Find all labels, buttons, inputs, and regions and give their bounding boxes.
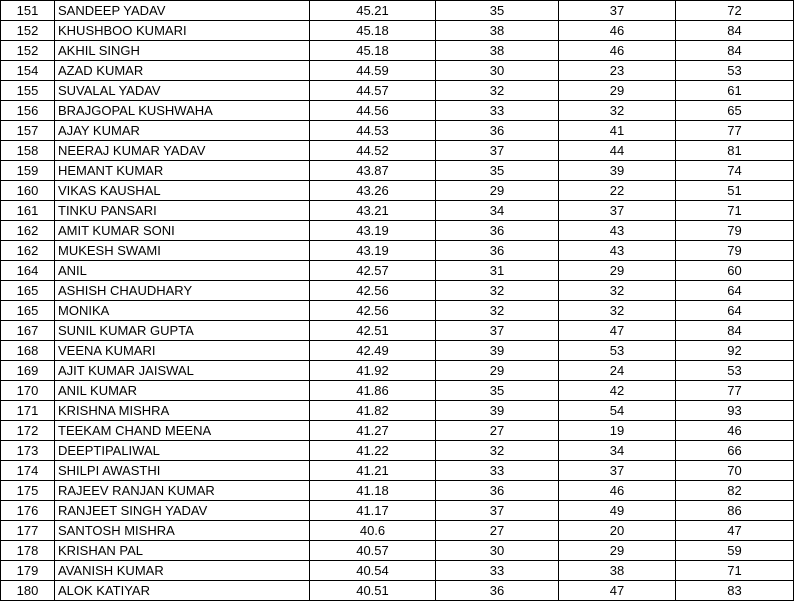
total-cell[interactable]: 86: [676, 501, 794, 521]
name-cell[interactable]: TINKU PANSARI: [55, 201, 310, 221]
total-cell[interactable]: 77: [676, 121, 794, 141]
score-cell[interactable]: 42.56: [310, 281, 436, 301]
marks-b-cell[interactable]: 47: [559, 321, 676, 341]
rank-cell[interactable]: 170: [1, 381, 55, 401]
score-cell[interactable]: 44.56: [310, 101, 436, 121]
table-row: [1, 321, 794, 341]
marks-a-cell[interactable]: 30: [436, 61, 559, 81]
marks-b-cell[interactable]: 32: [559, 301, 676, 321]
marks-b-cell[interactable]: 37: [559, 461, 676, 481]
table-row: [1, 1, 794, 21]
marks-b-cell[interactable]: 42: [559, 381, 676, 401]
table-row: [1, 301, 794, 321]
marks-a-cell[interactable]: 32: [436, 301, 559, 321]
marks-a-cell[interactable]: 36: [436, 581, 559, 601]
total-cell[interactable]: 71: [676, 561, 794, 581]
total-cell[interactable]: 82: [676, 481, 794, 501]
total-cell[interactable]: 84: [676, 21, 794, 41]
marks-b-cell[interactable]: 34: [559, 441, 676, 461]
marks-a-cell[interactable]: 33: [436, 561, 559, 581]
total-cell[interactable]: 66: [676, 441, 794, 461]
score-cell[interactable]: 41.92: [310, 361, 436, 381]
rank-cell[interactable]: 152: [1, 21, 55, 41]
score-cell[interactable]: 40.54: [310, 561, 436, 581]
total-cell[interactable]: 77: [676, 381, 794, 401]
total-cell[interactable]: 65: [676, 101, 794, 121]
name-cell[interactable]: KHUSHBOO KUMARI: [55, 21, 310, 41]
table-row: [1, 161, 794, 181]
name-cell[interactable]: MONIKA: [55, 301, 310, 321]
marks-a-cell[interactable]: 27: [436, 421, 559, 441]
score-cell[interactable]: 42.51: [310, 321, 436, 341]
table-row: [1, 481, 794, 501]
name-cell[interactable]: ALOK KATIYAR: [55, 581, 310, 601]
marks-b-cell[interactable]: 22: [559, 181, 676, 201]
rank-cell[interactable]: 161: [1, 201, 55, 221]
rank-cell[interactable]: 173: [1, 441, 55, 461]
rank-cell[interactable]: 159: [1, 161, 55, 181]
total-cell[interactable]: 84: [676, 321, 794, 341]
rank-cell[interactable]: 154: [1, 61, 55, 81]
table-row: [1, 101, 794, 121]
name-cell[interactable]: AZAD KUMAR: [55, 61, 310, 81]
marks-b-cell[interactable]: 43: [559, 221, 676, 241]
marks-a-cell[interactable]: 31: [436, 261, 559, 281]
rank-cell[interactable]: 156: [1, 101, 55, 121]
marks-a-cell[interactable]: 38: [436, 41, 559, 61]
name-cell[interactable]: BRAJGOPAL KUSHWAHA: [55, 101, 310, 121]
name-cell[interactable]: AMIT KUMAR SONI: [55, 221, 310, 241]
marks-b-cell[interactable]: 43: [559, 241, 676, 261]
rank-cell[interactable]: 157: [1, 121, 55, 141]
rank-cell[interactable]: 177: [1, 521, 55, 541]
marks-a-cell[interactable]: 30: [436, 541, 559, 561]
marks-b-cell[interactable]: 46: [559, 21, 676, 41]
marks-b-cell[interactable]: 32: [559, 281, 676, 301]
score-cell[interactable]: 45.18: [310, 41, 436, 61]
table-row: [1, 241, 794, 261]
table-row: [1, 281, 794, 301]
marks-b-cell[interactable]: 32: [559, 101, 676, 121]
score-cell[interactable]: 41.86: [310, 381, 436, 401]
total-cell[interactable]: 79: [676, 221, 794, 241]
marks-b-cell[interactable]: 39: [559, 161, 676, 181]
marks-b-cell[interactable]: 53: [559, 341, 676, 361]
score-cell[interactable]: 44.52: [310, 141, 436, 161]
marks-a-cell[interactable]: 34: [436, 201, 559, 221]
score-cell[interactable]: 44.59: [310, 61, 436, 81]
total-cell[interactable]: 70: [676, 461, 794, 481]
marks-b-cell[interactable]: 38: [559, 561, 676, 581]
score-cell[interactable]: 40.51: [310, 581, 436, 601]
name-cell[interactable]: VIKAS KAUSHAL: [55, 181, 310, 201]
score-cell[interactable]: 43.21: [310, 201, 436, 221]
marks-b-cell[interactable]: 37: [559, 1, 676, 21]
rank-cell[interactable]: 172: [1, 421, 55, 441]
score-cell[interactable]: 41.18: [310, 481, 436, 501]
marks-a-cell[interactable]: 36: [436, 121, 559, 141]
name-cell[interactable]: TEEKAM CHAND MEENA: [55, 421, 310, 441]
marks-a-cell[interactable]: 37: [436, 501, 559, 521]
score-cell[interactable]: 41.82: [310, 401, 436, 421]
score-cell[interactable]: 42.57: [310, 261, 436, 281]
score-cell[interactable]: 40.57: [310, 541, 436, 561]
score-cell[interactable]: 41.17: [310, 501, 436, 521]
rank-cell[interactable]: 179: [1, 561, 55, 581]
name-cell[interactable]: ASHISH CHAUDHARY: [55, 281, 310, 301]
table-row: [1, 201, 794, 221]
marks-b-cell[interactable]: 44: [559, 141, 676, 161]
name-cell[interactable]: SUNIL KUMAR GUPTA: [55, 321, 310, 341]
table-row: [1, 181, 794, 201]
total-cell[interactable]: 60: [676, 261, 794, 281]
score-cell[interactable]: 41.22: [310, 441, 436, 461]
marks-a-cell[interactable]: 36: [436, 481, 559, 501]
total-cell[interactable]: 93: [676, 401, 794, 421]
marks-a-cell[interactable]: 29: [436, 181, 559, 201]
score-cell[interactable]: 42.56: [310, 301, 436, 321]
score-cell[interactable]: 42.49: [310, 341, 436, 361]
score-cell[interactable]: 44.57: [310, 81, 436, 101]
rank-cell[interactable]: 160: [1, 181, 55, 201]
name-cell[interactable]: SANDEEP YADAV: [55, 1, 310, 21]
name-cell[interactable]: KRISHAN PAL: [55, 541, 310, 561]
total-cell[interactable]: 81: [676, 141, 794, 161]
total-cell[interactable]: 64: [676, 301, 794, 321]
marks-a-cell[interactable]: 33: [436, 101, 559, 121]
table-row: [1, 501, 794, 521]
total-cell[interactable]: 53: [676, 361, 794, 381]
total-cell[interactable]: 59: [676, 541, 794, 561]
rank-cell[interactable]: 158: [1, 141, 55, 161]
rank-cell[interactable]: 168: [1, 341, 55, 361]
marks-b-cell[interactable]: 49: [559, 501, 676, 521]
marks-a-cell[interactable]: 35: [436, 1, 559, 21]
score-cell[interactable]: 45.18: [310, 21, 436, 41]
rank-cell[interactable]: 151: [1, 1, 55, 21]
name-cell[interactable]: RANJEET SINGH YADAV: [55, 501, 310, 521]
marks-b-cell[interactable]: 19: [559, 421, 676, 441]
total-cell[interactable]: 84: [676, 41, 794, 61]
score-cell[interactable]: 44.53: [310, 121, 436, 141]
table-row: [1, 121, 794, 141]
table-row: [1, 381, 794, 401]
name-cell[interactable]: ANIL: [55, 261, 310, 281]
rank-cell[interactable]: 175: [1, 481, 55, 501]
rank-cell[interactable]: 178: [1, 541, 55, 561]
marks-b-cell[interactable]: 29: [559, 81, 676, 101]
marks-a-cell[interactable]: 39: [436, 341, 559, 361]
table-row: [1, 141, 794, 161]
name-cell[interactable]: SANTOSH MISHRA: [55, 521, 310, 541]
total-cell[interactable]: 64: [676, 281, 794, 301]
rank-cell[interactable]: 167: [1, 321, 55, 341]
rank-cell[interactable]: 164: [1, 261, 55, 281]
name-cell[interactable]: NEERAJ KUMAR YADAV: [55, 141, 310, 161]
total-cell[interactable]: 74: [676, 161, 794, 181]
marks-b-cell[interactable]: 46: [559, 481, 676, 501]
marks-a-cell[interactable]: 27: [436, 521, 559, 541]
total-cell[interactable]: 83: [676, 581, 794, 601]
rank-cell[interactable]: 176: [1, 501, 55, 521]
marks-a-cell[interactable]: 39: [436, 401, 559, 421]
marks-b-cell[interactable]: 41: [559, 121, 676, 141]
rank-cell[interactable]: 165: [1, 281, 55, 301]
total-cell[interactable]: 47: [676, 521, 794, 541]
marks-b-cell[interactable]: 54: [559, 401, 676, 421]
name-cell[interactable]: VEENA KUMARI: [55, 341, 310, 361]
table-row: [1, 361, 794, 381]
marks-b-cell[interactable]: 47: [559, 581, 676, 601]
table-row: [1, 421, 794, 441]
total-cell[interactable]: 53: [676, 61, 794, 81]
marks-a-cell[interactable]: 29: [436, 361, 559, 381]
marks-a-cell[interactable]: 35: [436, 161, 559, 181]
name-cell[interactable]: DEEPTIPALIWAL: [55, 441, 310, 461]
marks-a-cell[interactable]: 32: [436, 281, 559, 301]
rank-cell[interactable]: 171: [1, 401, 55, 421]
name-cell[interactable]: AJAY KUMAR: [55, 121, 310, 141]
name-cell[interactable]: HEMANT KUMAR: [55, 161, 310, 181]
rank-cell[interactable]: 169: [1, 361, 55, 381]
score-cell[interactable]: 41.27: [310, 421, 436, 441]
table-row: [1, 81, 794, 101]
name-cell[interactable]: KRISHNA MISHRA: [55, 401, 310, 421]
table-row: [1, 401, 794, 421]
marks-b-cell[interactable]: 29: [559, 541, 676, 561]
marks-a-cell[interactable]: 36: [436, 221, 559, 241]
score-cell[interactable]: 43.19: [310, 221, 436, 241]
marks-b-cell[interactable]: 46: [559, 41, 676, 61]
score-cell[interactable]: 41.21: [310, 461, 436, 481]
total-cell[interactable]: 71: [676, 201, 794, 221]
score-cell[interactable]: 45.21: [310, 1, 436, 21]
table-row: [1, 521, 794, 541]
rank-cell[interactable]: 165: [1, 301, 55, 321]
marks-a-cell[interactable]: 38: [436, 21, 559, 41]
results-table-body: [1, 1, 794, 601]
marks-a-cell[interactable]: 33: [436, 461, 559, 481]
marks-a-cell[interactable]: 37: [436, 141, 559, 161]
name-cell[interactable]: AVANISH KUMAR: [55, 561, 310, 581]
total-cell[interactable]: 61: [676, 81, 794, 101]
score-cell[interactable]: 43.19: [310, 241, 436, 261]
marks-a-cell[interactable]: 37: [436, 321, 559, 341]
table-row: [1, 341, 794, 361]
name-cell[interactable]: RAJEEV RANJAN KUMAR: [55, 481, 310, 501]
total-cell[interactable]: 79: [676, 241, 794, 261]
table-row: [1, 541, 794, 561]
marks-b-cell[interactable]: 37: [559, 201, 676, 221]
name-cell[interactable]: AJIT KUMAR JAISWAL: [55, 361, 310, 381]
name-cell[interactable]: MUKESH SWAMI: [55, 241, 310, 261]
total-cell[interactable]: 72: [676, 1, 794, 21]
marks-b-cell[interactable]: 20: [559, 521, 676, 541]
rank-cell[interactable]: 174: [1, 461, 55, 481]
rank-cell[interactable]: 152: [1, 41, 55, 61]
rank-cell[interactable]: 155: [1, 81, 55, 101]
marks-b-cell[interactable]: 29: [559, 261, 676, 281]
name-cell[interactable]: SUVALAL YADAV: [55, 81, 310, 101]
table-row: [1, 461, 794, 481]
name-cell[interactable]: ANIL KUMAR: [55, 381, 310, 401]
rank-cell[interactable]: 162: [1, 241, 55, 261]
total-cell[interactable]: 92: [676, 341, 794, 361]
table-row: [1, 261, 794, 281]
total-cell[interactable]: 46: [676, 421, 794, 441]
marks-b-cell[interactable]: 23: [559, 61, 676, 81]
table-row: [1, 441, 794, 461]
table-row: [1, 221, 794, 241]
score-cell[interactable]: 40.6: [310, 521, 436, 541]
name-cell[interactable]: SHILPI AWASTHI: [55, 461, 310, 481]
marks-a-cell[interactable]: 32: [436, 81, 559, 101]
table-row: [1, 41, 794, 61]
table-row: [1, 61, 794, 81]
table-row: [1, 581, 794, 601]
score-cell[interactable]: 43.87: [310, 161, 436, 181]
table-row: [1, 561, 794, 581]
marks-a-cell[interactable]: 36: [436, 241, 559, 261]
rank-cell[interactable]: 162: [1, 221, 55, 241]
marks-b-cell[interactable]: 24: [559, 361, 676, 381]
name-cell[interactable]: AKHIL SINGH: [55, 41, 310, 61]
table-row: [1, 21, 794, 41]
marks-a-cell[interactable]: 35: [436, 381, 559, 401]
marks-a-cell[interactable]: 32: [436, 441, 559, 461]
score-cell[interactable]: 43.26: [310, 181, 436, 201]
rank-cell[interactable]: 180: [1, 581, 55, 601]
total-cell[interactable]: 51: [676, 181, 794, 201]
